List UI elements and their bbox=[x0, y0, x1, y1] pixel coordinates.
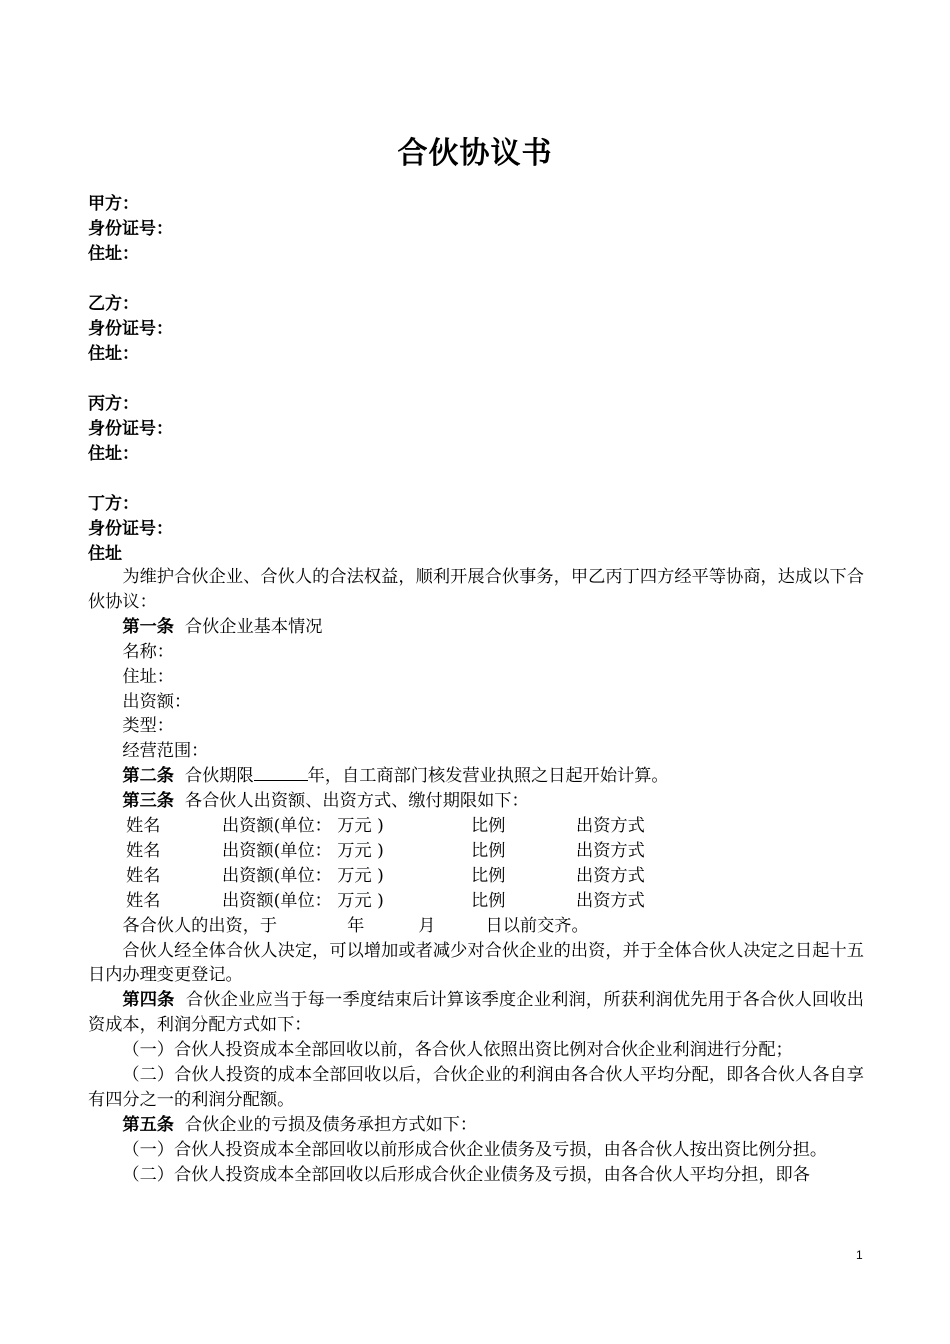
contribution-method: 出资方式 bbox=[576, 890, 645, 911]
party-d-label: 丁方： bbox=[88, 494, 139, 514]
term-years-blank bbox=[254, 765, 308, 781]
contribution-name: 姓名 bbox=[126, 840, 161, 861]
contribution-method: 出资方式 bbox=[576, 840, 645, 861]
article-2 bbox=[88, 764, 864, 789]
deadline-year: 年 bbox=[347, 915, 365, 936]
contribution-name: 姓名 bbox=[126, 816, 161, 837]
contribution-amount: 出资额(单位： 万元 ) bbox=[222, 840, 384, 861]
intro-paragraph: 为维护合伙企业、合伙人的合法权益，顺利开展合伙事务，甲乙丙丁四方经平等协商，达成以下合伙协议： bbox=[88, 567, 864, 612]
party-c-address-label: 住址： bbox=[88, 444, 139, 464]
page-number: 1 bbox=[856, 1248, 863, 1262]
party-b-id-label: 身份证号： bbox=[88, 319, 173, 339]
article-2-label: 第二条 bbox=[122, 766, 174, 787]
field-type: 类型： bbox=[122, 716, 174, 737]
field-capital: 出资额： bbox=[122, 691, 192, 712]
article-5-item-2: （二）合伙人投资成本全部回收以后形成合伙企业债务及亏损，由各合伙人平均分担，即各 bbox=[122, 1164, 810, 1185]
party-b-label: 乙方： bbox=[88, 294, 139, 314]
party-c-id-label: 身份证号： bbox=[88, 419, 173, 439]
party-a-address-label: 住址： bbox=[88, 244, 139, 264]
article-1-heading bbox=[88, 615, 864, 640]
article-5-text: 合伙企业的亏损及债务承担方式如下： bbox=[184, 1114, 478, 1135]
contribution-row bbox=[88, 864, 864, 889]
article-5-heading bbox=[88, 1113, 864, 1138]
deadline-month: 月 bbox=[418, 915, 436, 936]
article-1-label: 第一条 bbox=[122, 616, 174, 637]
contribution-amount: 出资额(单位： 万元 ) bbox=[222, 816, 384, 837]
article-4 bbox=[88, 988, 864, 1038]
article-3-text: 各合伙人出资额、出资方式、缴付期限如下： bbox=[184, 791, 529, 812]
article-4-label: 第四条 bbox=[122, 990, 175, 1011]
field-scope: 经营范围： bbox=[122, 741, 209, 762]
article-2-pre: 合伙期限 bbox=[184, 766, 254, 787]
capital-change-paragraph: 合伙人经全体合伙人决定，可以增加或者减少对合伙企业的出资，并于全体合伙人决定之日起十五日内办理变更登记。 bbox=[88, 940, 864, 986]
contribution-row bbox=[88, 814, 864, 839]
deadline-text-d: 日以前交齐。 bbox=[485, 915, 589, 936]
contribution-method: 出资方式 bbox=[576, 865, 645, 886]
contribution-ratio: 比例 bbox=[471, 840, 506, 861]
deadline-text-a: 各合伙人的出资，于 bbox=[122, 915, 278, 936]
contribution-name: 姓名 bbox=[126, 865, 161, 886]
article-3-label: 第三条 bbox=[122, 791, 174, 812]
contribution-ratio: 比例 bbox=[471, 865, 506, 886]
field-address: 住址： bbox=[122, 666, 174, 687]
article-4-item-2: （二）合伙人投资的成本全部回收以后，合伙企业的利润由各合伙人平均分配，即各合伙人各自享有四分之一的利润分配额。 bbox=[88, 1065, 864, 1110]
party-a-id-label: 身份证号： bbox=[88, 219, 173, 239]
contribution-method: 出资方式 bbox=[576, 816, 645, 837]
contribution-ratio: 比例 bbox=[471, 816, 506, 837]
article-5-item-1: （一）合伙人投资成本全部回收以前形成合伙企业债务及亏损，由各合伙人按出资比例分担。 bbox=[122, 1139, 828, 1160]
contribution-row bbox=[88, 889, 864, 914]
article-5-label: 第五条 bbox=[122, 1114, 174, 1135]
party-c-label: 丙方： bbox=[88, 394, 139, 414]
party-d-address-label: 住址 bbox=[88, 544, 122, 564]
contribution-amount: 出资额(单位： 万元 ) bbox=[222, 865, 384, 886]
article-2-post: 年，自工商部门核发营业执照之日起开始计算。 bbox=[307, 766, 669, 787]
contribution-row bbox=[88, 839, 864, 864]
document-title: 合伙协议书 bbox=[397, 136, 553, 171]
agreement-body bbox=[88, 565, 864, 1188]
article-1-text: 合伙企业基本情况 bbox=[184, 616, 323, 637]
field-name: 名称： bbox=[122, 641, 174, 662]
contribution-amount: 出资额(单位： 万元 ) bbox=[222, 890, 384, 911]
party-a-label: 甲方： bbox=[88, 194, 139, 214]
article-4-item-1: （一）合伙人投资成本全部回收以前，各合伙人依照出资比例对合伙企业利润进行分配； bbox=[122, 1040, 793, 1061]
party-b-address-label: 住址： bbox=[88, 344, 139, 364]
article-3-heading bbox=[88, 789, 864, 814]
contribution-deadline bbox=[88, 914, 864, 939]
party-d-id-label: 身份证号： bbox=[88, 519, 173, 539]
article-4-text: 合伙企业应当于每一季度结束后计算该季度企业利润，所获利润优先用于各合伙人回收出资成本，利润分配方式如下： bbox=[88, 990, 864, 1036]
contribution-name: 姓名 bbox=[126, 890, 161, 911]
contribution-ratio: 比例 bbox=[471, 890, 506, 911]
